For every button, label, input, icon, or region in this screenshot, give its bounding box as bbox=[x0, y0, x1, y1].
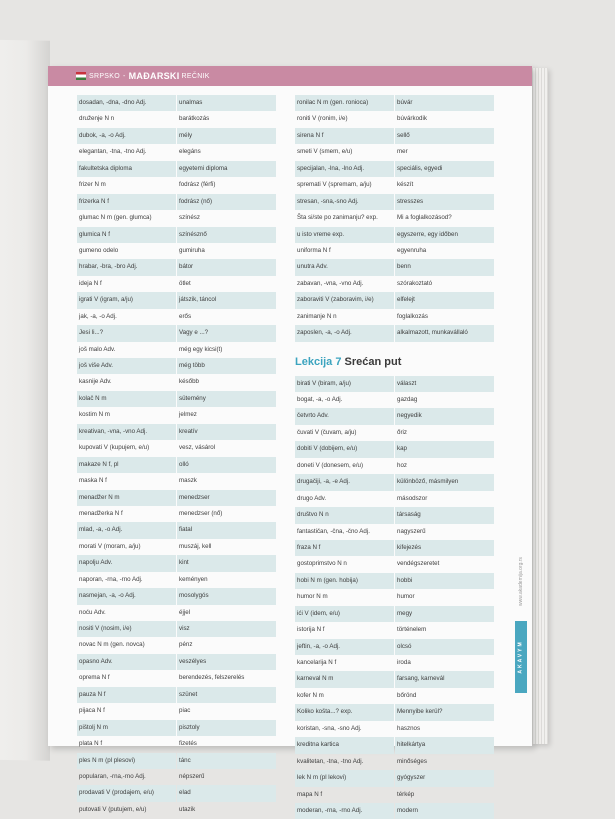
dictionary-entry bbox=[77, 391, 276, 407]
dictionary-entry bbox=[77, 342, 276, 358]
entry-translation: szünet bbox=[177, 687, 276, 703]
entry-term: četvrto Adv. bbox=[295, 408, 394, 424]
dictionary-entry bbox=[295, 227, 494, 243]
dictionary-entry bbox=[77, 128, 276, 144]
entry-term: u isto vreme exp. bbox=[295, 227, 394, 243]
entry-translation: térkép bbox=[397, 790, 415, 798]
entry-term: morati V (moram, a/ju) bbox=[79, 542, 141, 550]
entry-term: roniti V (ronim, i/e) bbox=[297, 115, 348, 123]
entry-term: frizerka N f bbox=[77, 194, 176, 210]
entry-translation: pisztoly bbox=[177, 720, 276, 736]
right-column-bottom bbox=[295, 376, 494, 819]
entry-term: fraza N f bbox=[295, 540, 394, 556]
entry-translation: mer bbox=[397, 148, 408, 156]
dictionary-entry bbox=[77, 407, 276, 423]
left-column bbox=[77, 95, 276, 818]
entry-translation: menedzser bbox=[177, 490, 276, 506]
entry-translation: kap bbox=[395, 441, 494, 457]
entry-translation: benn bbox=[395, 259, 494, 275]
dictionary-entry bbox=[295, 276, 494, 292]
dictionary-entry bbox=[295, 787, 494, 803]
entry-translation: berendezés, felszerelés bbox=[179, 674, 245, 682]
entry-translation: elegáns bbox=[179, 148, 201, 156]
dictionary-entry bbox=[77, 588, 276, 604]
entry-translation: őriz bbox=[397, 428, 407, 436]
dictionary-entry bbox=[77, 194, 276, 210]
entry-translation: utazik bbox=[179, 805, 196, 813]
dictionary-entry bbox=[77, 440, 276, 456]
dictionary-entry bbox=[77, 703, 276, 719]
entry-translation: ötlet bbox=[179, 279, 191, 287]
entry-translation: hitelkártya bbox=[395, 737, 494, 753]
dictionary-entry bbox=[295, 243, 494, 259]
entry-term: zaposlen, -a, -o Adj. bbox=[295, 325, 394, 341]
entry-term: još malo Adv. bbox=[79, 345, 116, 353]
entry-translation: másodszor bbox=[397, 494, 428, 502]
dictionary-entry bbox=[77, 720, 276, 736]
entry-translation: búvárkodik bbox=[397, 115, 427, 123]
entry-translation: vendégszeretet bbox=[397, 560, 440, 568]
header-dictionary: REČNIK bbox=[181, 72, 210, 80]
entry-translation: kint bbox=[177, 555, 276, 571]
dictionary-entry bbox=[77, 605, 276, 621]
entry-translation: minőséges bbox=[397, 757, 427, 765]
dictionary-entry bbox=[295, 210, 494, 226]
entry-translation: választ bbox=[395, 376, 494, 392]
entry-translation: olcsó bbox=[395, 639, 494, 655]
entry-term: hobi N m (gen. hobija) bbox=[295, 573, 394, 589]
dictionary-entry bbox=[295, 721, 494, 737]
entry-term: menadžerka N f bbox=[79, 509, 123, 517]
dictionary-entry bbox=[77, 161, 276, 177]
dictionary-entry bbox=[77, 802, 276, 818]
entry-translation: sütemény bbox=[177, 391, 276, 407]
entry-translation: Vagy e ...? bbox=[177, 325, 276, 341]
entry-translation: unalmas bbox=[177, 95, 276, 111]
dictionary-entry bbox=[77, 637, 276, 653]
entry-translation: keményen bbox=[179, 575, 208, 583]
dictionary-entry bbox=[295, 376, 494, 392]
entry-term: popularan, -rna,-rno Adj. bbox=[79, 772, 146, 780]
entry-term: igrati V (igram, a/ju) bbox=[77, 292, 176, 308]
entry-term: dosadan, -dna, -dno Adj. bbox=[77, 95, 176, 111]
dictionary-entry bbox=[295, 737, 494, 753]
entry-translation: piac bbox=[179, 707, 191, 715]
entry-term: glumac N m (gen. glumca) bbox=[79, 214, 152, 222]
entry-term: sirena N f bbox=[295, 128, 394, 144]
entry-translation: szórakoztató bbox=[397, 279, 433, 287]
entry-translation: jelmez bbox=[179, 411, 197, 419]
right-column-top bbox=[295, 95, 494, 342]
dictionary-entry bbox=[77, 144, 276, 160]
dictionary-entry bbox=[295, 754, 494, 770]
entry-translation: bátor bbox=[177, 259, 276, 275]
entry-translation: gyógyszer bbox=[395, 770, 494, 786]
dictionary-entry bbox=[77, 687, 276, 703]
flag-icon bbox=[76, 72, 86, 80]
entry-translation: veszélyes bbox=[177, 654, 276, 670]
dictionary-entry bbox=[77, 473, 276, 489]
entry-term: kofer N m bbox=[297, 691, 324, 699]
dictionary-entry bbox=[77, 572, 276, 588]
dictionary-entry bbox=[295, 259, 494, 275]
entry-translation: éjjel bbox=[179, 608, 191, 616]
entry-term: glumica N f bbox=[77, 227, 176, 243]
dictionary-entry bbox=[295, 622, 494, 638]
entry-term: jeftin, -a, -o Adj. bbox=[295, 639, 394, 655]
entry-term: opasno Adv. bbox=[77, 654, 176, 670]
entry-term: maska N f bbox=[79, 477, 107, 485]
entry-term: mlad, -a, -o Adj. bbox=[77, 522, 176, 538]
dictionary-entry bbox=[295, 589, 494, 605]
dictionary-entry bbox=[295, 524, 494, 540]
dictionary-entry bbox=[77, 259, 276, 275]
dictionary-entry bbox=[77, 555, 276, 571]
entry-term: kolač N m bbox=[77, 391, 176, 407]
dictionary-entry bbox=[77, 276, 276, 292]
dictionary-entry bbox=[77, 177, 276, 193]
dictionary-entry bbox=[295, 770, 494, 786]
dictionary-entry bbox=[295, 161, 494, 177]
dictionary-entry bbox=[295, 606, 494, 622]
dictionary-entry bbox=[295, 704, 494, 720]
dictionary-entry bbox=[295, 144, 494, 160]
entry-term: nositi V (nosim, i/e) bbox=[77, 621, 176, 637]
dictionary-entry bbox=[295, 655, 494, 671]
dictionary-entry bbox=[77, 111, 276, 127]
entry-term: kreativan, -vna, -vno Adj. bbox=[77, 424, 176, 440]
entry-term: zaboraviti V (zaboravim, i/e) bbox=[295, 292, 394, 308]
entry-translation: fizetés bbox=[179, 740, 197, 748]
entry-term: karneval N m bbox=[295, 671, 394, 687]
entry-term: oprema N f bbox=[79, 674, 110, 682]
entry-term: kasnije Adv. bbox=[79, 378, 112, 386]
entry-translation: foglalkozás bbox=[397, 312, 428, 320]
entry-term: još više Adv. bbox=[77, 358, 176, 374]
entry-term: pauza N f bbox=[77, 687, 176, 703]
page-stack-edge bbox=[530, 68, 548, 744]
dictionary-entry bbox=[295, 325, 494, 341]
dictionary-entry bbox=[77, 769, 276, 785]
entry-translation: mosolygós bbox=[177, 588, 276, 604]
entry-term: novac N m (gen. novca) bbox=[79, 641, 145, 649]
entry-translation: egyszerre, egy időben bbox=[395, 227, 494, 243]
entry-term: ideja N f bbox=[79, 279, 102, 287]
dictionary-entry bbox=[77, 736, 276, 752]
entry-term: fakultetska diploma bbox=[77, 161, 176, 177]
dictionary-entry bbox=[295, 392, 494, 408]
entry-translation: fodrász (férfi) bbox=[179, 181, 216, 189]
dictionary-entry bbox=[77, 539, 276, 555]
entry-term: Šta si/ste po zanimanju? exp. bbox=[297, 214, 378, 222]
side-tab-label: AKAVYM bbox=[518, 640, 525, 674]
entry-term: spremati V (spremam, a/ju) bbox=[297, 181, 372, 189]
dictionary-entry bbox=[77, 95, 276, 111]
entry-term: plata N f bbox=[79, 740, 103, 748]
dictionary-entry bbox=[77, 358, 276, 374]
entry-term: istorija N f bbox=[297, 626, 325, 634]
entry-translation: Mennyibe kerül? bbox=[395, 704, 494, 720]
dictionary-entry bbox=[77, 374, 276, 390]
entry-translation: maszk bbox=[179, 477, 197, 485]
entry-term: specijalan, -lna, -lno Adj. bbox=[295, 161, 394, 177]
entry-term: fantastičan, -čna, -čno Adj. bbox=[297, 527, 370, 535]
entry-term: frizer N m bbox=[79, 181, 106, 189]
entry-translation: speciális, egyedi bbox=[395, 161, 494, 177]
entry-translation: később bbox=[179, 378, 199, 386]
entry-translation: pénz bbox=[179, 641, 193, 649]
entry-term: putovati V (putujem, e/u) bbox=[79, 805, 147, 813]
entry-translation: alkalmazott, munkavállaló bbox=[395, 325, 494, 341]
dictionary-entry bbox=[77, 457, 276, 473]
dictionary-entry bbox=[77, 753, 276, 769]
dictionary-entry bbox=[77, 490, 276, 506]
entry-translation: különböző, másmilyen bbox=[395, 474, 494, 490]
entry-term: Koliko košta...? exp. bbox=[295, 704, 394, 720]
entry-translation: gazdag bbox=[397, 396, 418, 403]
dictionary-entry bbox=[295, 177, 494, 193]
entry-translation: erős bbox=[179, 312, 192, 320]
entry-translation: Mi a foglalkozásod? bbox=[397, 214, 452, 222]
entry-translation: elfelejt bbox=[395, 292, 494, 308]
entry-translation: társaság bbox=[395, 507, 494, 523]
dictionary-page bbox=[48, 66, 532, 814]
dictionary-entry bbox=[77, 424, 276, 440]
entry-translation: hobbi bbox=[395, 573, 494, 589]
entry-translation: barátkozás bbox=[179, 115, 210, 123]
entry-translation: visz bbox=[177, 621, 276, 637]
entry-term: birati V (biram, a/ju) bbox=[295, 376, 394, 392]
entry-term: dobiti V (dobijem, e/u) bbox=[295, 441, 394, 457]
entry-translation: bőrönd bbox=[397, 691, 417, 699]
side-url: www.akademija.org.rs bbox=[518, 557, 524, 606]
dictionary-entry bbox=[295, 95, 494, 111]
entry-term: kostim N m bbox=[79, 411, 110, 419]
entry-translation: sellő bbox=[395, 128, 494, 144]
dictionary-entry bbox=[77, 621, 276, 637]
entry-translation: iroda bbox=[397, 659, 411, 666]
entry-translation: még egy kicsi(t) bbox=[179, 345, 223, 353]
entry-term: kvalitetan, -tna, -tno Adj. bbox=[297, 757, 364, 765]
entry-translation: mély bbox=[177, 128, 276, 144]
entry-term: prodavati V (prodajem, e/u) bbox=[77, 785, 176, 801]
entry-term: drugačiji, -a, -e Adj. bbox=[295, 474, 394, 490]
entry-term: elegantan, -tna, -tno Adj. bbox=[79, 148, 147, 156]
entry-term: dubok, -a, -o Adj. bbox=[77, 128, 176, 144]
entry-term: gostoprimstvo N n bbox=[297, 560, 347, 568]
dictionary-entry bbox=[295, 540, 494, 556]
entry-translation: elad bbox=[177, 785, 276, 801]
page-header bbox=[48, 66, 532, 86]
entry-translation: egyetemi diploma bbox=[177, 161, 276, 177]
right-column bbox=[295, 95, 494, 819]
entry-term: bogat, -a, -o Adj. bbox=[297, 396, 343, 403]
entry-translation: negyedik bbox=[395, 408, 494, 424]
entry-translation: humor bbox=[397, 593, 415, 601]
dictionary-entry bbox=[295, 292, 494, 308]
dictionary-entry bbox=[77, 309, 276, 325]
entry-translation: készít bbox=[397, 181, 414, 189]
entry-translation: olló bbox=[177, 457, 276, 473]
entry-translation: búvár bbox=[395, 95, 494, 111]
entry-translation: hoz bbox=[397, 461, 407, 469]
side-tab bbox=[515, 621, 527, 693]
dictionary-entry bbox=[295, 111, 494, 127]
entry-term: čuvati V (čuvam, a/ju) bbox=[297, 428, 357, 436]
dictionary-entry bbox=[77, 227, 276, 243]
entry-term: menadžer N m bbox=[77, 490, 176, 506]
entry-term: doneti V (donesem, e/u) bbox=[297, 461, 364, 469]
entry-term: kancelarija N f bbox=[297, 659, 337, 666]
dictionary-entry bbox=[77, 325, 276, 341]
entry-term: moderan, -rna, -rno Adj. bbox=[295, 803, 394, 819]
entry-term: mapa N f bbox=[297, 790, 323, 798]
entry-term: druženje N n bbox=[79, 115, 115, 123]
dictionary-entry bbox=[295, 309, 494, 325]
entry-term: zabavan, -vna, -vno Adj. bbox=[297, 279, 364, 287]
entry-term: noću Adv. bbox=[79, 608, 106, 616]
entry-translation: fiatal bbox=[177, 522, 276, 538]
entry-term: nasmejan, -a, -o Adj. bbox=[77, 588, 176, 604]
entry-translation: játszik, táncol bbox=[177, 292, 276, 308]
entry-term: društvo N n bbox=[295, 507, 394, 523]
entry-term: humor N m bbox=[297, 593, 328, 601]
entry-translation: még több bbox=[177, 358, 276, 374]
entry-translation: vesz, vásárol bbox=[179, 444, 216, 452]
dictionary-entry bbox=[295, 507, 494, 523]
lesson-number: Lekcija 7 bbox=[295, 355, 342, 368]
entry-term: stresan, -sna,-sno Adj. bbox=[295, 194, 394, 210]
entry-term: naporan, -rna, -rno Adj. bbox=[79, 575, 143, 583]
entry-translation: nagyszerű bbox=[397, 527, 426, 535]
entry-translation: színész bbox=[179, 214, 200, 222]
dictionary-entry bbox=[77, 506, 276, 522]
dictionary-entry bbox=[295, 491, 494, 507]
dictionary-entry bbox=[295, 474, 494, 490]
entry-term: Jesi li...? bbox=[77, 325, 176, 341]
entry-term: pištolj N m bbox=[77, 720, 176, 736]
entry-translation: kreatív bbox=[177, 424, 276, 440]
entry-term: pijaca N f bbox=[79, 707, 105, 715]
header-lang-a: SRPSKO bbox=[89, 72, 120, 80]
entry-translation: hasznos bbox=[397, 724, 421, 732]
dictionary-entry bbox=[295, 688, 494, 704]
entry-term: zanimanje N n bbox=[297, 312, 337, 320]
entry-translation: történelem bbox=[397, 626, 427, 634]
dictionary-entry bbox=[77, 670, 276, 686]
entry-term: ronilac N m (gen. ronioca) bbox=[295, 95, 394, 111]
header-separator: - bbox=[122, 72, 126, 80]
entry-term: hrabar, -bra, -bro Adj. bbox=[77, 259, 176, 275]
entry-term: kupovati V (kupujem, e/u) bbox=[79, 444, 150, 452]
left-page-edge bbox=[0, 39, 50, 760]
entry-translation: kifejezés bbox=[395, 540, 494, 556]
entry-term: drugo Adv. bbox=[297, 494, 327, 502]
dictionary-entry bbox=[77, 785, 276, 801]
entry-translation: modern bbox=[395, 803, 494, 819]
dictionary-entry bbox=[77, 522, 276, 538]
entry-term: gumeno odelo bbox=[79, 246, 119, 254]
dictionary-entry bbox=[295, 194, 494, 210]
dictionary-entry bbox=[77, 654, 276, 670]
entry-term: ići V (idem, e/u) bbox=[295, 606, 394, 622]
dictionary-entry bbox=[295, 128, 494, 144]
entry-translation: stresszes bbox=[395, 194, 494, 210]
dictionary-entry bbox=[295, 458, 494, 474]
dictionary-entry bbox=[77, 210, 276, 226]
dictionary-entry bbox=[77, 292, 276, 308]
entry-term: jak, -a, -o Adj. bbox=[79, 312, 117, 320]
dictionary-entry bbox=[295, 639, 494, 655]
entry-term: kreditna kartica bbox=[295, 737, 394, 753]
header-lang-b: MAĐARSKI bbox=[128, 71, 180, 81]
entry-term: smeti V (smem, e/u) bbox=[297, 148, 353, 156]
entry-term: napolju Adv. bbox=[77, 555, 176, 571]
dictionary-entry bbox=[295, 556, 494, 572]
entry-translation: megy bbox=[395, 606, 494, 622]
dictionary-entry bbox=[295, 671, 494, 687]
entry-translation: tánc bbox=[177, 753, 276, 769]
entry-translation: egyenruha bbox=[397, 246, 427, 254]
lesson-heading bbox=[295, 342, 494, 376]
entry-term: uniforma N f bbox=[297, 246, 331, 254]
dictionary-entry bbox=[295, 573, 494, 589]
dictionary-entry bbox=[295, 408, 494, 424]
entry-translation: népszerű bbox=[179, 772, 205, 780]
entry-term: makaze N f, pl bbox=[77, 457, 176, 473]
entry-translation: farsang, karnevál bbox=[395, 671, 494, 687]
dictionary-entry bbox=[295, 441, 494, 457]
entry-term: ples N m (pl plesovi) bbox=[77, 753, 176, 769]
dictionary-entry bbox=[77, 243, 276, 259]
entry-translation: menedzser (nő) bbox=[179, 509, 223, 517]
entry-translation: fodrász (nő) bbox=[177, 194, 276, 210]
dictionary-entry bbox=[295, 425, 494, 441]
entry-term: unutra Adv. bbox=[295, 259, 394, 275]
entry-term: koristan, -sna, -sno Adj. bbox=[297, 724, 362, 732]
entry-translation: színésznő bbox=[177, 227, 276, 243]
lesson-title: Srećan put bbox=[344, 355, 402, 368]
entry-translation: muszáj, kell bbox=[179, 542, 212, 550]
entry-translation: gumiruha bbox=[179, 246, 205, 254]
entry-term: lek N m (pl lekovi) bbox=[295, 770, 394, 786]
